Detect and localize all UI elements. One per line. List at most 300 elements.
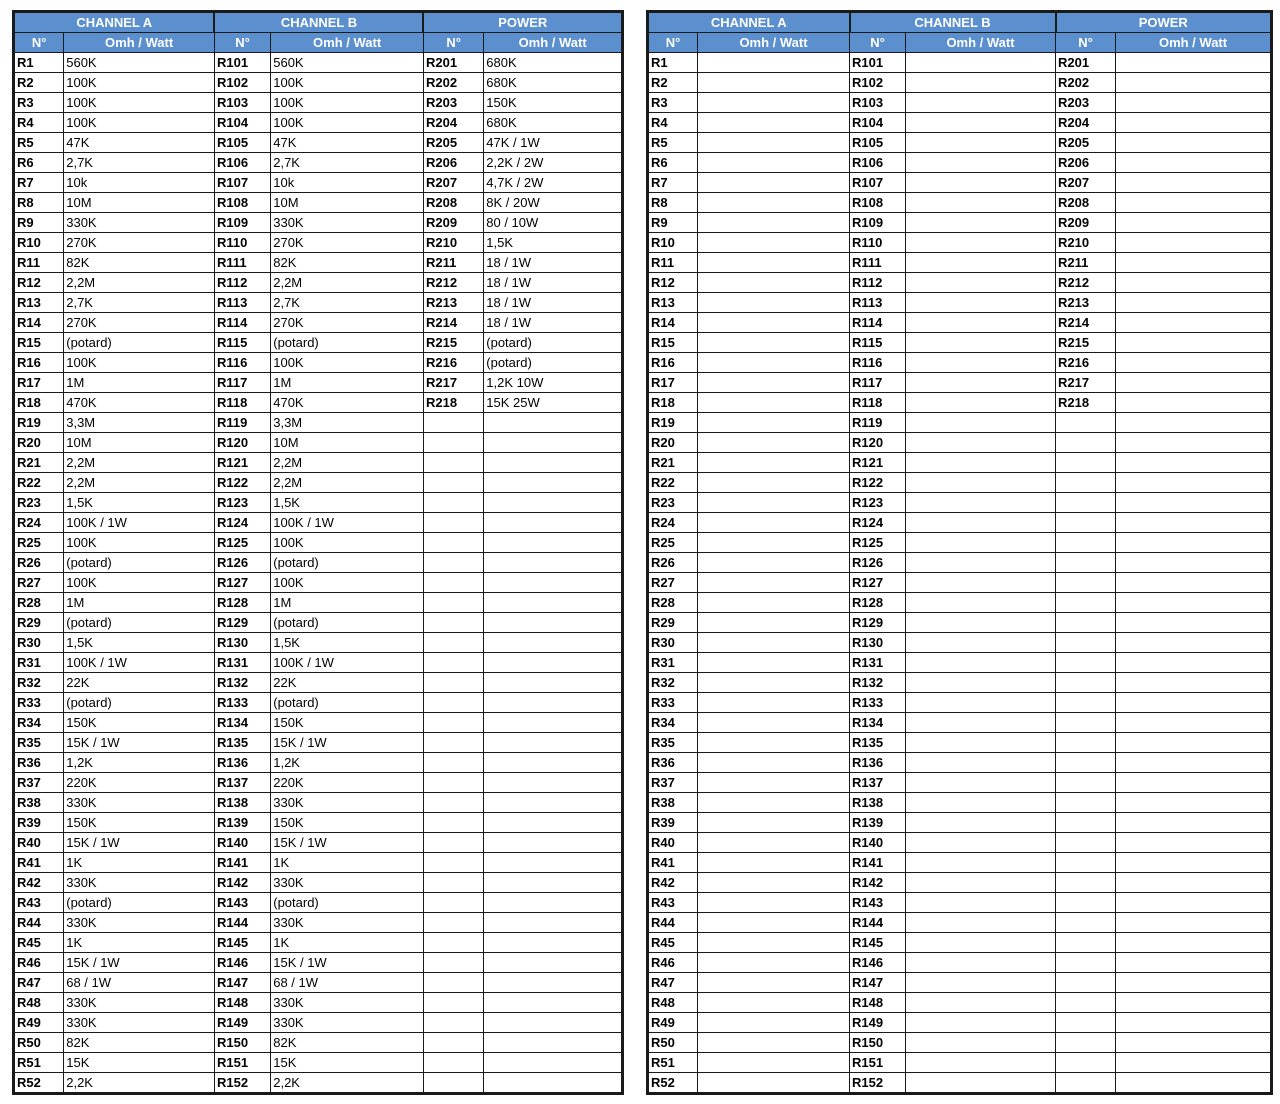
resistor-ref-cell: R105 [850, 133, 906, 153]
resistor-ref-cell [423, 633, 483, 653]
resistor-ref-cell: R103 [214, 93, 270, 113]
resistor-value-cell: 100K [64, 73, 215, 93]
resistor-value-cell: (potard) [64, 613, 215, 633]
table-row [14, 173, 623, 193]
resistor-ref-cell [423, 693, 483, 713]
resistor-value-cell [484, 653, 623, 673]
resistor-ref-cell: R121 [850, 453, 906, 473]
resistor-value-cell: 15K / 1W [271, 833, 424, 853]
resistor-value-cell [906, 593, 1056, 613]
resistor-ref-cell: R43 [14, 893, 64, 913]
resistor-ref-cell [1056, 1033, 1116, 1053]
resistor-ref-cell: R135 [850, 733, 906, 753]
resistor-value-cell: 220K [64, 773, 215, 793]
resistor-value-cell: 330K [271, 793, 424, 813]
resistor-value-cell: 80 / 10W [484, 213, 623, 233]
resistor-value-cell: 100K [64, 573, 215, 593]
resistor-ref-cell [1056, 553, 1116, 573]
resistor-value-cell: 2,7K [64, 153, 215, 173]
resistor-value-cell [698, 233, 850, 253]
resistor-ref-cell [423, 533, 483, 553]
table-row [648, 1073, 1272, 1094]
resistor-value-cell [1116, 73, 1272, 93]
resistor-value-cell: 100K [271, 113, 424, 133]
resistor-value-cell: 330K [64, 913, 215, 933]
table-row [648, 713, 1272, 733]
resistor-value-cell: 10k [271, 173, 424, 193]
resistor-ref-cell: R213 [1056, 293, 1116, 313]
resistor-value-cell: 2,2M [64, 273, 215, 293]
resistor-value-cell [698, 693, 850, 713]
table-row [648, 233, 1272, 253]
resistor-value-cell: 1K [271, 853, 424, 873]
table-row [14, 533, 623, 553]
resistor-value-cell [1116, 713, 1272, 733]
resistor-value-cell: (potard) [484, 333, 623, 353]
resistor-ref-cell: R138 [850, 793, 906, 813]
resistor-value-cell: 1K [64, 933, 215, 953]
resistor-value-cell [906, 313, 1056, 333]
resistor-value-cell: 100K [271, 573, 424, 593]
resistor-value-cell [906, 613, 1056, 633]
resistor-ref-cell [1056, 793, 1116, 813]
resistor-value-cell [1116, 213, 1272, 233]
resistor-value-cell: 1K [64, 853, 215, 873]
resistor-value-cell [484, 713, 623, 733]
resistor-value-cell [906, 1013, 1056, 1033]
resistor-ref-cell: R152 [214, 1073, 270, 1094]
table-row [648, 793, 1272, 813]
resistor-value-cell: 15K [64, 1053, 215, 1073]
table-row [14, 613, 623, 633]
resistor-value-cell [484, 913, 623, 933]
resistor-ref-cell: R151 [850, 1053, 906, 1073]
resistor-value-cell [1116, 1073, 1272, 1094]
resistor-value-cell [906, 453, 1056, 473]
resistor-value-cell [906, 233, 1056, 253]
value-column-header: Omh / Watt [698, 33, 850, 53]
resistor-ref-cell [423, 913, 483, 933]
table-row [14, 493, 623, 513]
resistor-ref-cell: R123 [850, 493, 906, 513]
resistor-ref-cell: R13 [14, 293, 64, 313]
resistor-ref-cell: R2 [648, 73, 698, 93]
resistor-ref-cell: R18 [648, 393, 698, 413]
resistor-ref-cell [1056, 593, 1116, 613]
resistor-ref-cell: R7 [14, 173, 64, 193]
resistor-value-cell: 15K [271, 1053, 424, 1073]
resistor-ref-cell: R1 [648, 53, 698, 73]
resistor-ref-cell: R217 [423, 373, 483, 393]
table-row [14, 233, 623, 253]
table-row [648, 333, 1272, 353]
resistor-value-cell: 220K [271, 773, 424, 793]
resistor-value-cell [1116, 193, 1272, 213]
resistor-ref-cell: R22 [14, 473, 64, 493]
resistor-value-cell [1116, 873, 1272, 893]
resistor-ref-cell: R9 [14, 213, 64, 233]
resistor-ref-cell: R142 [850, 873, 906, 893]
resistor-ref-cell: R149 [850, 1013, 906, 1033]
resistor-value-cell [1116, 753, 1272, 773]
resistor-ref-cell: R129 [214, 613, 270, 633]
resistor-ref-cell: R128 [850, 593, 906, 613]
resistor-ref-cell [423, 953, 483, 973]
resistor-ref-cell [1056, 453, 1116, 473]
resistor-ref-cell: R110 [850, 233, 906, 253]
resistor-value-cell: 680K [484, 113, 623, 133]
table-row [14, 393, 623, 413]
table-row [648, 573, 1272, 593]
resistor-ref-cell: R34 [648, 713, 698, 733]
table-row [14, 633, 623, 653]
resistor-value-cell [906, 153, 1056, 173]
resistor-ref-cell: R215 [423, 333, 483, 353]
resistor-value-cell [1116, 313, 1272, 333]
resistor-value-cell [698, 893, 850, 913]
resistor-ref-cell: R115 [214, 333, 270, 353]
resistor-ref-cell: R30 [648, 633, 698, 653]
resistor-value-cell [906, 73, 1056, 93]
resistor-value-cell [698, 173, 850, 193]
resistor-value-cell [906, 1073, 1056, 1094]
resistor-ref-cell: R14 [14, 313, 64, 333]
num-column-header: N° [648, 33, 698, 53]
resistor-ref-cell [423, 1053, 483, 1073]
resistor-ref-cell: R47 [648, 973, 698, 993]
resistor-value-cell [906, 573, 1056, 593]
table-row [648, 173, 1272, 193]
resistor-ref-cell: R132 [214, 673, 270, 693]
resistor-ref-cell: R131 [214, 653, 270, 673]
resistor-ref-cell: R45 [648, 933, 698, 953]
resistor-value-cell: 100K [271, 533, 424, 553]
table-row [14, 93, 623, 113]
table-row [648, 533, 1272, 553]
resistor-value-cell: 330K [271, 1013, 424, 1033]
resistor-value-cell [1116, 373, 1272, 393]
resistor-ref-cell: R207 [423, 173, 483, 193]
resistor-ref-cell: R21 [14, 453, 64, 473]
resistor-ref-cell: R111 [850, 253, 906, 273]
resistor-value-cell: 330K [64, 213, 215, 233]
resistor-ref-cell: R11 [648, 253, 698, 273]
resistor-value-cell [484, 1053, 623, 1073]
resistor-value-cell: 82K [271, 1033, 424, 1053]
resistor-ref-cell: R31 [14, 653, 64, 673]
resistor-value-cell [484, 813, 623, 833]
resistor-ref-cell: R19 [14, 413, 64, 433]
resistor-value-cell [484, 493, 623, 513]
resistor-value-cell [484, 1033, 623, 1053]
resistor-ref-cell: R126 [850, 553, 906, 573]
resistor-value-cell [698, 1033, 850, 1053]
resistor-ref-cell: R201 [423, 53, 483, 73]
resistor-value-cell [906, 933, 1056, 953]
resistor-value-cell: 1,5K [271, 493, 424, 513]
table-row [648, 513, 1272, 533]
resistor-ref-cell: R137 [214, 773, 270, 793]
resistor-value-cell [1116, 793, 1272, 813]
resistor-value-cell: 680K [484, 73, 623, 93]
resistor-ref-cell: R214 [1056, 313, 1116, 333]
table-row [648, 913, 1272, 933]
resistor-value-cell: 10M [64, 193, 215, 213]
resistor-ref-cell: R113 [214, 293, 270, 313]
resistor-ref-cell: R109 [850, 213, 906, 233]
resistor-value-cell: 100K / 1W [64, 513, 215, 533]
resistor-value-cell: 15K / 1W [64, 833, 215, 853]
resistor-value-cell [906, 673, 1056, 693]
resistor-value-cell [1116, 133, 1272, 153]
resistor-value-cell: 18 / 1W [484, 273, 623, 293]
resistor-value-cell [906, 533, 1056, 553]
table-row [14, 1073, 623, 1094]
resistor-value-cell [906, 273, 1056, 293]
resistor-ref-cell: R44 [648, 913, 698, 933]
resistor-ref-cell: R32 [648, 673, 698, 693]
resistor-ref-cell: R4 [14, 113, 64, 133]
table-row [648, 633, 1272, 653]
resistor-ref-cell [423, 653, 483, 673]
resistor-value-cell [484, 413, 623, 433]
resistor-value-cell: 3,3M [64, 413, 215, 433]
resistor-value-cell [906, 733, 1056, 753]
table-row [648, 293, 1272, 313]
resistor-value-cell: 330K [271, 993, 424, 1013]
table-row [14, 213, 623, 233]
table-row [14, 313, 623, 333]
resistor-ref-cell [1056, 573, 1116, 593]
resistor-value-cell: 330K [64, 793, 215, 813]
column-header-row [648, 33, 1272, 53]
resistor-value-cell: 1,2K [64, 753, 215, 773]
table-row [14, 473, 623, 493]
resistor-ref-cell: R129 [850, 613, 906, 633]
table-row [648, 693, 1272, 713]
resistor-value-cell: 1,5K [271, 633, 424, 653]
resistor-ref-cell: R143 [214, 893, 270, 913]
table-row [648, 593, 1272, 613]
resistor-ref-cell [1056, 673, 1116, 693]
resistor-ref-cell: R202 [423, 73, 483, 93]
resistor-ref-cell: R37 [14, 773, 64, 793]
resistor-ref-cell: R152 [850, 1073, 906, 1094]
resistor-value-cell: (potard) [271, 613, 424, 633]
resistor-value-cell: (potard) [64, 893, 215, 913]
resistor-value-cell: 100K / 1W [64, 653, 215, 673]
table-row [14, 853, 623, 873]
resistor-value-cell: 270K [271, 313, 424, 333]
resistor-value-cell [1116, 953, 1272, 973]
resistor-ref-cell: R210 [423, 233, 483, 253]
resistor-ref-cell: R218 [423, 393, 483, 413]
resistor-value-cell [698, 833, 850, 853]
resistor-value-cell: 1K [271, 933, 424, 953]
table-row [648, 413, 1272, 433]
table-row [648, 613, 1272, 633]
resistor-ref-cell: R35 [14, 733, 64, 753]
resistor-value-cell [906, 353, 1056, 373]
resistor-ref-cell: R6 [14, 153, 64, 173]
resistor-ref-cell: R36 [648, 753, 698, 773]
resistor-value-cell: 1,2K [271, 753, 424, 773]
resistor-value-cell [698, 133, 850, 153]
table-row [648, 493, 1272, 513]
resistor-value-cell [698, 293, 850, 313]
resistor-ref-cell [423, 433, 483, 453]
resistor-value-cell [484, 893, 623, 913]
resistor-value-cell [906, 713, 1056, 733]
resistor-value-cell: 10M [271, 193, 424, 213]
resistor-ref-cell: R118 [214, 393, 270, 413]
resistor-ref-cell [1056, 993, 1116, 1013]
resistor-value-cell: 330K [271, 913, 424, 933]
resistor-value-cell [906, 693, 1056, 713]
table-row [14, 873, 623, 893]
num-column-header: N° [214, 33, 270, 53]
resistor-value-cell [698, 273, 850, 293]
resistor-value-cell [1116, 553, 1272, 573]
resistor-value-cell: 270K [271, 233, 424, 253]
resistor-ref-cell [1056, 473, 1116, 493]
resistor-value-cell [1116, 433, 1272, 453]
resistor-ref-cell [423, 873, 483, 893]
resistor-ref-cell: R218 [1056, 393, 1116, 413]
resistor-ref-cell [423, 573, 483, 593]
resistor-ref-cell: R41 [648, 853, 698, 873]
resistor-value-cell [698, 1073, 850, 1094]
resistor-ref-cell: R45 [14, 933, 64, 953]
resistor-value-cell [1116, 153, 1272, 173]
resistor-ref-cell: R121 [214, 453, 270, 473]
resistor-value-cell: 22K [64, 673, 215, 693]
resistor-value-cell [1116, 833, 1272, 853]
resistor-ref-cell: R111 [214, 253, 270, 273]
resistor-value-cell: 470K [64, 393, 215, 413]
resistor-ref-cell: R35 [648, 733, 698, 753]
resistor-value-cell: 100K [64, 93, 215, 113]
resistor-value-cell [698, 433, 850, 453]
resistor-ref-cell: R120 [214, 433, 270, 453]
resistor-ref-cell: R102 [850, 73, 906, 93]
resistor-value-cell [906, 213, 1056, 233]
resistor-ref-cell [423, 813, 483, 833]
resistor-ref-cell: R101 [850, 53, 906, 73]
group-header-row [648, 12, 1272, 33]
resistor-table-blank-body [648, 12, 1272, 1094]
resistor-value-cell [484, 933, 623, 953]
resistor-value-cell: 18 / 1W [484, 293, 623, 313]
resistor-ref-cell: R135 [214, 733, 270, 753]
resistor-ref-cell [1056, 513, 1116, 533]
table-row [14, 293, 623, 313]
resistor-value-cell [698, 773, 850, 793]
resistor-ref-cell: R103 [850, 93, 906, 113]
resistor-value-cell [698, 713, 850, 733]
value-column-header: Omh / Watt [271, 33, 424, 53]
table-row [14, 433, 623, 453]
table-row [14, 1013, 623, 1033]
resistor-ref-cell: R22 [648, 473, 698, 493]
resistor-value-cell [906, 373, 1056, 393]
resistor-value-cell: 100K [64, 353, 215, 373]
resistor-value-cell: 15K 25W [484, 393, 623, 413]
resistor-ref-cell: R44 [14, 913, 64, 933]
table-row [648, 73, 1272, 93]
resistor-ref-cell: R27 [14, 573, 64, 593]
resistor-ref-cell: R2 [14, 73, 64, 93]
channel-b-header: CHANNEL B [214, 12, 423, 33]
resistor-ref-cell: R128 [214, 593, 270, 613]
resistor-ref-cell: R201 [1056, 53, 1116, 73]
resistor-ref-cell: R46 [648, 953, 698, 973]
table-row [14, 513, 623, 533]
resistor-ref-cell: R3 [648, 93, 698, 113]
resistor-ref-cell: R137 [850, 773, 906, 793]
resistor-ref-cell: R130 [214, 633, 270, 653]
resistor-value-cell [1116, 893, 1272, 913]
resistor-value-cell [698, 953, 850, 973]
resistor-ref-cell: R102 [214, 73, 270, 93]
table-row [648, 213, 1272, 233]
resistor-ref-cell: R50 [648, 1033, 698, 1053]
resistor-ref-cell: R46 [14, 953, 64, 973]
resistor-value-cell: 1,5K [484, 233, 623, 253]
resistor-value-cell [698, 573, 850, 593]
resistor-value-cell [1116, 53, 1272, 73]
table-row [14, 373, 623, 393]
table-row [14, 573, 623, 593]
resistor-ref-cell: R124 [214, 513, 270, 533]
resistor-value-cell [698, 613, 850, 633]
table-row [14, 353, 623, 373]
resistor-ref-cell: R25 [648, 533, 698, 553]
resistor-ref-cell: R141 [850, 853, 906, 873]
resistor-value-cell: 22K [271, 673, 424, 693]
resistor-value-cell [1116, 353, 1272, 373]
resistor-ref-cell: R149 [214, 1013, 270, 1033]
resistor-ref-cell: R38 [14, 793, 64, 813]
table-row [14, 813, 623, 833]
resistor-value-cell [1116, 513, 1272, 533]
resistor-ref-cell: R16 [648, 353, 698, 373]
resistor-value-cell: (potard) [64, 553, 215, 573]
resistor-value-cell [698, 633, 850, 653]
resistor-value-cell [906, 973, 1056, 993]
resistor-ref-cell [423, 733, 483, 753]
resistor-ref-cell [1056, 973, 1116, 993]
table-row [648, 933, 1272, 953]
resistor-ref-cell: R145 [850, 933, 906, 953]
table-row [648, 473, 1272, 493]
table-row [14, 1033, 623, 1053]
table-row [648, 53, 1272, 73]
resistor-value-cell [906, 633, 1056, 653]
resistor-value-cell [906, 813, 1056, 833]
resistor-value-cell [1116, 93, 1272, 113]
resistor-value-cell [1116, 493, 1272, 513]
resistor-ref-cell: R51 [648, 1053, 698, 1073]
resistor-ref-cell: R29 [648, 613, 698, 633]
resistor-ref-cell: R211 [423, 253, 483, 273]
table-row [14, 973, 623, 993]
table-row [14, 713, 623, 733]
value-column-header: Omh / Watt [64, 33, 215, 53]
resistor-ref-cell: R205 [423, 133, 483, 153]
resistor-ref-cell: R211 [1056, 253, 1116, 273]
resistor-value-cell [906, 333, 1056, 353]
